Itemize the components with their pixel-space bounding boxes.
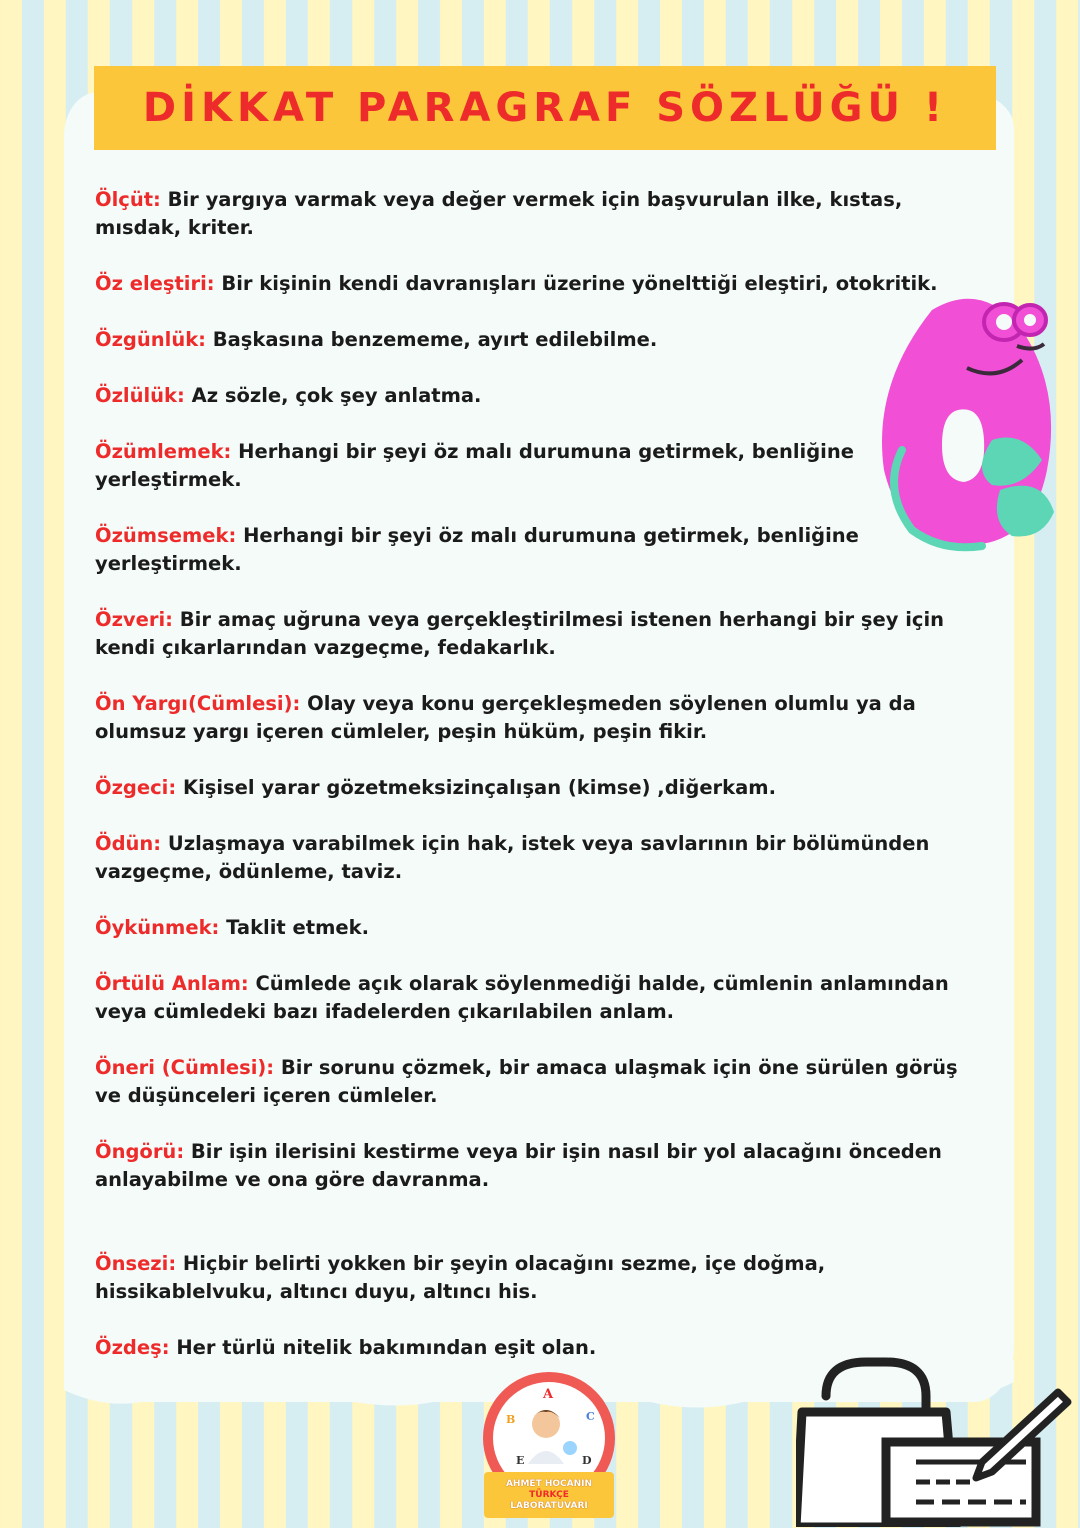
entry-term: Özlülük: <box>95 384 185 407</box>
logo-text-line1: AHMET HOCANIN <box>505 1478 593 1489</box>
logo-letter-e: E <box>516 1454 525 1467</box>
entry-definition: Cümlede açık olarak söylenmediği halde, cümlenin anlamından veya cümledeki bazı ifadelerden çıkarılabilen anlam. <box>95 972 949 1023</box>
logo-letter-d: D <box>582 1454 592 1467</box>
logo-text-line2: TÜRKÇE <box>529 1489 569 1500</box>
logo-badge <box>476 1368 622 1524</box>
list-item <box>95 970 985 1026</box>
entry-term: Ölçüt: <box>95 188 161 211</box>
entry-term: Özümsemek: <box>95 524 237 547</box>
entry-term: Ödün: <box>95 832 162 855</box>
title-banner <box>94 66 996 150</box>
entry-definition: Herhangi bir şeyi öz malı durumuna getirmek, benliğine yerleştirmek. <box>95 524 859 575</box>
entry-definition: Bir yargıya varmak veya değer vermek için başvurulan ilke, kıstas, mısdak, kriter. <box>95 188 903 239</box>
entry-term: Özveri: <box>95 608 173 631</box>
logo-letter-b: B <box>506 1413 516 1426</box>
logo-letter-a: A <box>543 1387 554 1402</box>
entry-definition: Taklit etmek. <box>226 916 370 939</box>
logo-text-line3: LABORATUVARI <box>510 1500 588 1511</box>
entry-term: Öngörü: <box>95 1140 185 1163</box>
list-item <box>95 522 875 578</box>
entry-term: Özgeci: <box>95 776 177 799</box>
entry-definition: Az sözle, çok şey anlatma. <box>191 384 482 407</box>
logo-banner <box>484 1472 614 1518</box>
list-item <box>95 690 985 746</box>
entry-term: Özümlemek: <box>95 440 232 463</box>
logo-letter-c: C <box>586 1410 595 1423</box>
list-item <box>95 1250 985 1306</box>
entry-definition: Başkasına benzememe, ayırt edilebilme. <box>212 328 658 351</box>
list-item <box>95 830 985 886</box>
list-item <box>95 326 985 354</box>
entry-term: Önsezi: <box>95 1252 177 1275</box>
entry-definition: Bir sorunu çözmek, bir amaca ulaşmak için öne sürülen görüş ve düşünceleri içeren cümleler. <box>95 1056 958 1107</box>
flask-notebook-icon <box>796 1352 1076 1527</box>
list-item <box>95 1138 985 1194</box>
entry-term: Özgünlük: <box>95 328 206 351</box>
list-item <box>95 186 985 242</box>
entry-term: Öneri (Cümlesi): <box>95 1056 275 1079</box>
entry-definition: Olay veya konu gerçekleşmeden söylenen olumlu ya da olumsuz yargı içeren cümleler, peşin hüküm, peşin fikir. <box>95 692 916 743</box>
entry-definition: Bir amaç uğruna veya gerçekleştirilmesi istenen herhangi bir şey için kendi çıkarlarından vazgeçme, fedakarlık. <box>95 608 945 659</box>
entry-definition: Her türlü nitelik bakımından eşit olan. <box>176 1336 597 1359</box>
list-item <box>95 914 985 942</box>
entry-term: Ön Yargı(Cümlesi): <box>95 692 301 715</box>
dictionary-list <box>95 186 985 1390</box>
list-item <box>95 1054 985 1110</box>
entry-definition: Herhangi bir şeyi öz malı durumuna getirmek, benliğine yerleştirmek. <box>95 440 854 491</box>
entry-definition: Bir kişinin kendi davranışları üzerine yönelttiği eleştiri, otokritik. <box>221 272 938 295</box>
entry-term: Özdeş: <box>95 1336 170 1359</box>
list-item <box>95 606 985 662</box>
entry-term: Öykünmek: <box>95 916 220 939</box>
entry-definition: Hiçbir belirti yokken bir şeyin olacağını sezme, içe doğma, hissikablelvuku, altıncı duyu, altıncı his. <box>95 1252 826 1303</box>
page-title: DİKKAT PARAGRAF SÖZLÜĞÜ ! <box>142 85 948 131</box>
entry-term: Örtülü Anlam: <box>95 972 249 995</box>
list-item <box>95 774 985 802</box>
list-item <box>95 270 985 298</box>
list-item <box>95 438 875 494</box>
entry-definition: Uzlaşmaya varabilmek için hak, istek veya savlarının bir bölümünden vazgeçme, ödünleme, taviz. <box>95 832 930 883</box>
entry-term: Öz eleştiri: <box>95 272 215 295</box>
list-item <box>95 382 985 410</box>
entry-definition: Bir işin ilerisini kestirme veya bir işin nasıl bir yol alacağını önceden anlayabilme ve ona göre davranma. <box>95 1140 942 1191</box>
entry-definition: Kişisel yarar gözetmeksizinçalışan (kimse) ,diğerkam. <box>182 776 777 799</box>
